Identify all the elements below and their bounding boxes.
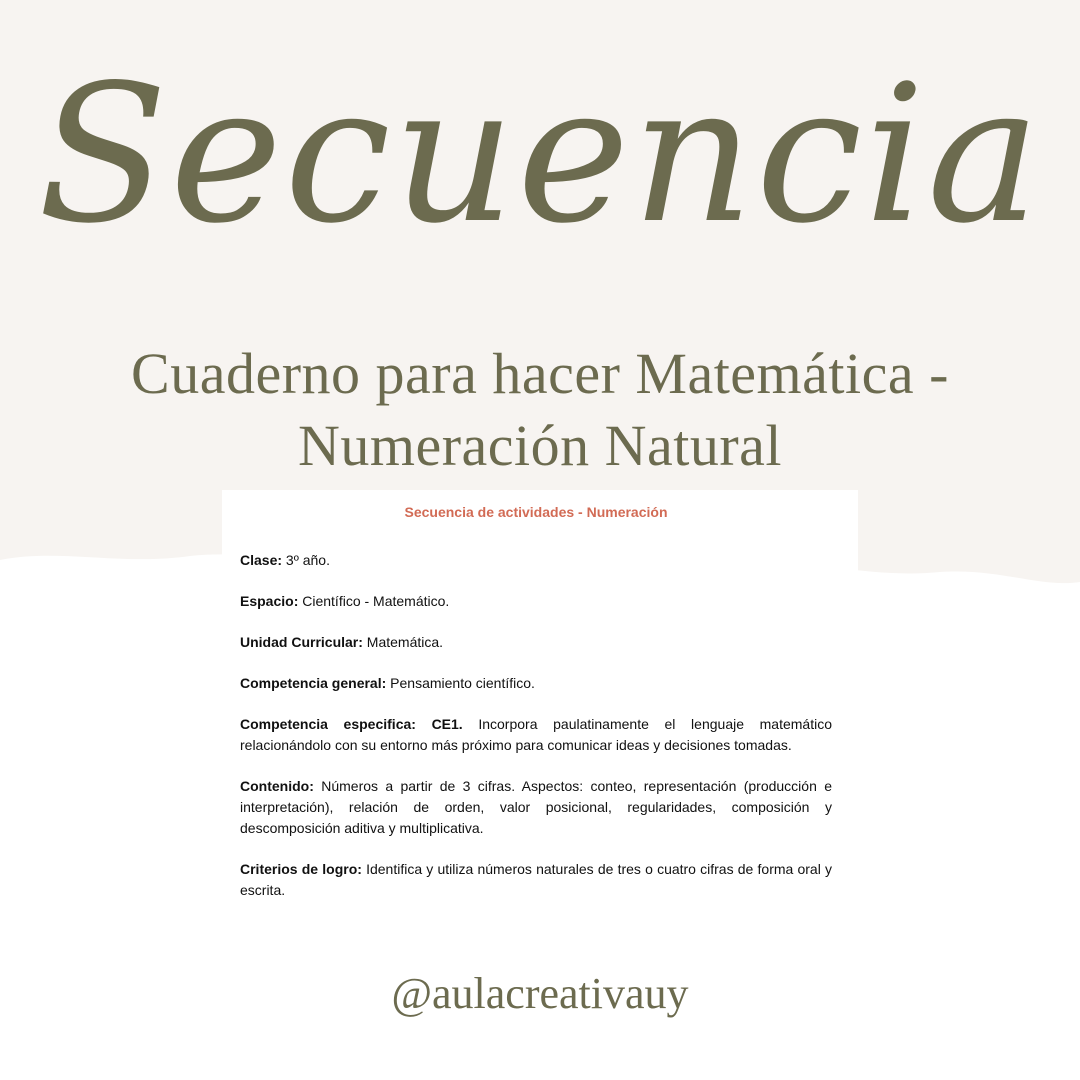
field-value: Identifica y utiliza números naturales de tres o cuatro cifras de forma oral y escrita. [240,861,832,898]
field-label: Criterios de logro: [240,861,362,877]
field-unidad-curricular [240,632,832,653]
field-contenido [240,776,832,839]
field-clase [240,550,832,571]
field-competencia-especifica [240,714,832,756]
subtitle-line-1: Cuaderno para hacer Matemática - [131,341,949,406]
social-handle: @aulacreativauy [391,969,689,1018]
field-value: 3º año. [282,552,330,568]
field-competencia-general [240,673,832,694]
field-label: Contenido: [240,778,314,794]
field-espacio [240,591,832,612]
field-label: Competencia especifica: CE1. [240,716,463,732]
field-label: Unidad Curricular: [240,634,363,650]
field-criterios-de-logro [240,859,832,901]
field-value: Pensamiento científico. [386,675,535,691]
field-value: Matemática. [362,634,444,650]
field-label: Espacio: [240,593,299,609]
field-value: Incorpora paulatinamente el lenguaje matemático relacionándolo con su entorno más próximo para comunicar ideas y decisiones tomadas. [240,716,832,753]
script-title: Secuencia [37,44,1043,265]
subtitle [60,338,1020,482]
document-title: Secuencia de actividades - Numeración [404,504,668,520]
field-label: Clase: [240,552,283,568]
field-label: Competencia general: [240,675,387,691]
document-preview [222,490,858,930]
field-value: Números a partir de 3 cifras. Aspectos: conteo, representación (producción e interpretación), relación de orden, valor posicional, regularidades, composición y descomposición aditiva y multiplicativa. [240,778,832,836]
field-value: Científico - Matemático. [298,593,450,609]
subtitle-line-2: Numeración Natural [297,413,783,478]
